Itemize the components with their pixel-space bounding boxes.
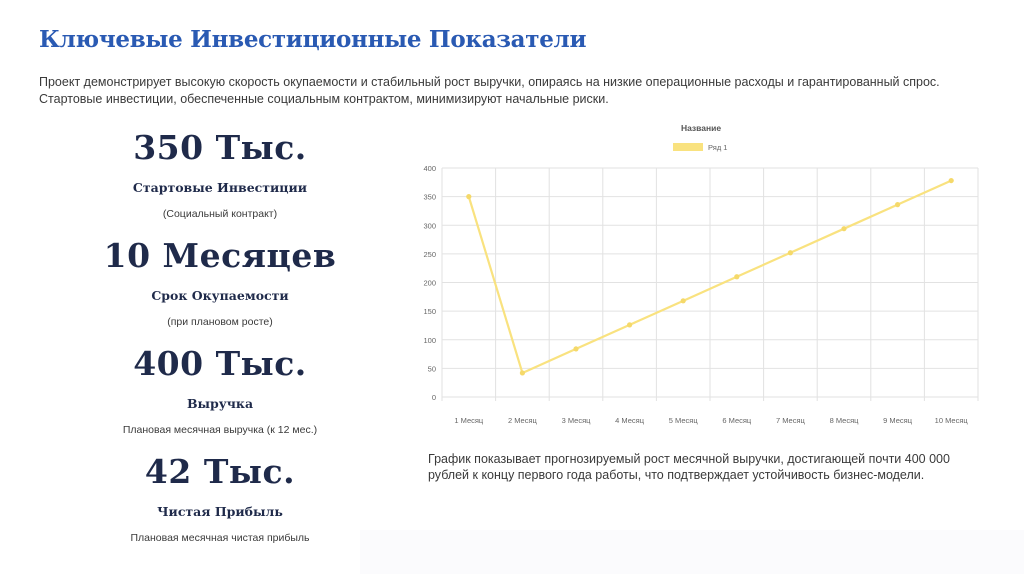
metric-label: Стартовые Инвестиции	[132, 180, 308, 195]
chart-xtick-label: 7 Месяц	[775, 416, 805, 425]
chart-xtick-label: 9 Месяц	[883, 416, 913, 425]
chart-ytick-label: 50	[427, 364, 436, 374]
chart-xtick-label: 4 Месяц	[615, 416, 645, 425]
chart-ytick-label: 200	[423, 278, 436, 288]
page-title: Ключевые Инвестиционные Показатели	[39, 26, 587, 53]
chart-data-point	[949, 178, 954, 183]
metric-label: Срок Окупаемости	[151, 288, 289, 303]
chart-ytick-label: 150	[423, 307, 436, 317]
chart-svg	[420, 118, 984, 430]
chart-xtick-label: 3 Месяц	[561, 416, 591, 425]
chart-ytick-label: 350	[423, 192, 436, 202]
metric-startup-investment	[80, 128, 360, 220]
metric-label: Чистая Прибыль	[157, 504, 283, 519]
metric-value: 400 Тыс.	[133, 344, 307, 383]
chart-data-point	[734, 274, 739, 279]
metric-label: Выручка	[186, 396, 254, 411]
chart-title: Название	[680, 123, 722, 133]
chart-data-point	[627, 322, 632, 327]
chart-data-point	[788, 250, 793, 255]
metrics-panel	[80, 118, 360, 574]
chart-legend-label: Ряд 1	[708, 143, 728, 152]
metric-note: (при плановом росте)	[167, 316, 273, 328]
chart-xtick-label: 2 Месяц	[507, 416, 537, 425]
chart-data-point	[466, 194, 471, 199]
chart-ytick-label: 100	[423, 335, 436, 345]
metric-note: (Социальный контракт)	[162, 208, 278, 220]
metric-payback-period	[80, 236, 360, 328]
chart-ytick-label: 0	[431, 393, 436, 402]
chart-xtick-label: 10 Месяц	[934, 416, 968, 425]
chart-data-point	[895, 202, 900, 207]
metric-revenue	[80, 344, 360, 436]
background-strip	[358, 530, 1024, 574]
chart-caption: График показывает прогнозируемый рост месячной выручки, достигающей почти 400 000 рублей к концу первого года работы, что подтверждает устойчивость бизнес-модели.	[428, 452, 950, 482]
chart-xtick-label: 5 Месяц	[668, 416, 698, 425]
chart-data-point	[573, 346, 578, 351]
chart-data-point	[681, 298, 686, 303]
metric-net-profit	[80, 452, 360, 544]
metric-note: Плановая месячная чистая прибыль	[130, 532, 310, 544]
metric-note: Плановая месячная выручка (к 12 мес.)	[122, 424, 318, 436]
chart-xtick-label: 8 Месяц	[829, 416, 859, 425]
chart-data-point	[520, 370, 525, 375]
chart-ytick-label: 400	[423, 164, 436, 173]
chart-data-point	[841, 226, 846, 231]
metric-value: 42 Тыс.	[144, 452, 296, 491]
chart-legend-swatch	[673, 143, 703, 151]
chart-ytick-label: 300	[423, 221, 436, 231]
metric-value: 10 Месяцев	[103, 236, 337, 275]
intro-paragraph: Проект демонстрирует высокую скорость окупаемости и стабильный рост выручки, опираясь на низкие операционные расходы и гарантированный спрос. Стартовые инвестиции, обеспеченные социальным контрактом, минимизируют начальные риски.	[39, 75, 940, 106]
chart-ytick-label: 250	[423, 249, 436, 259]
chart-xtick-label: 1 Месяц	[454, 416, 484, 425]
chart-xtick-label: 6 Месяц	[722, 416, 752, 425]
revenue-chart	[420, 118, 984, 430]
metric-value: 350 Тыс.	[133, 128, 307, 167]
